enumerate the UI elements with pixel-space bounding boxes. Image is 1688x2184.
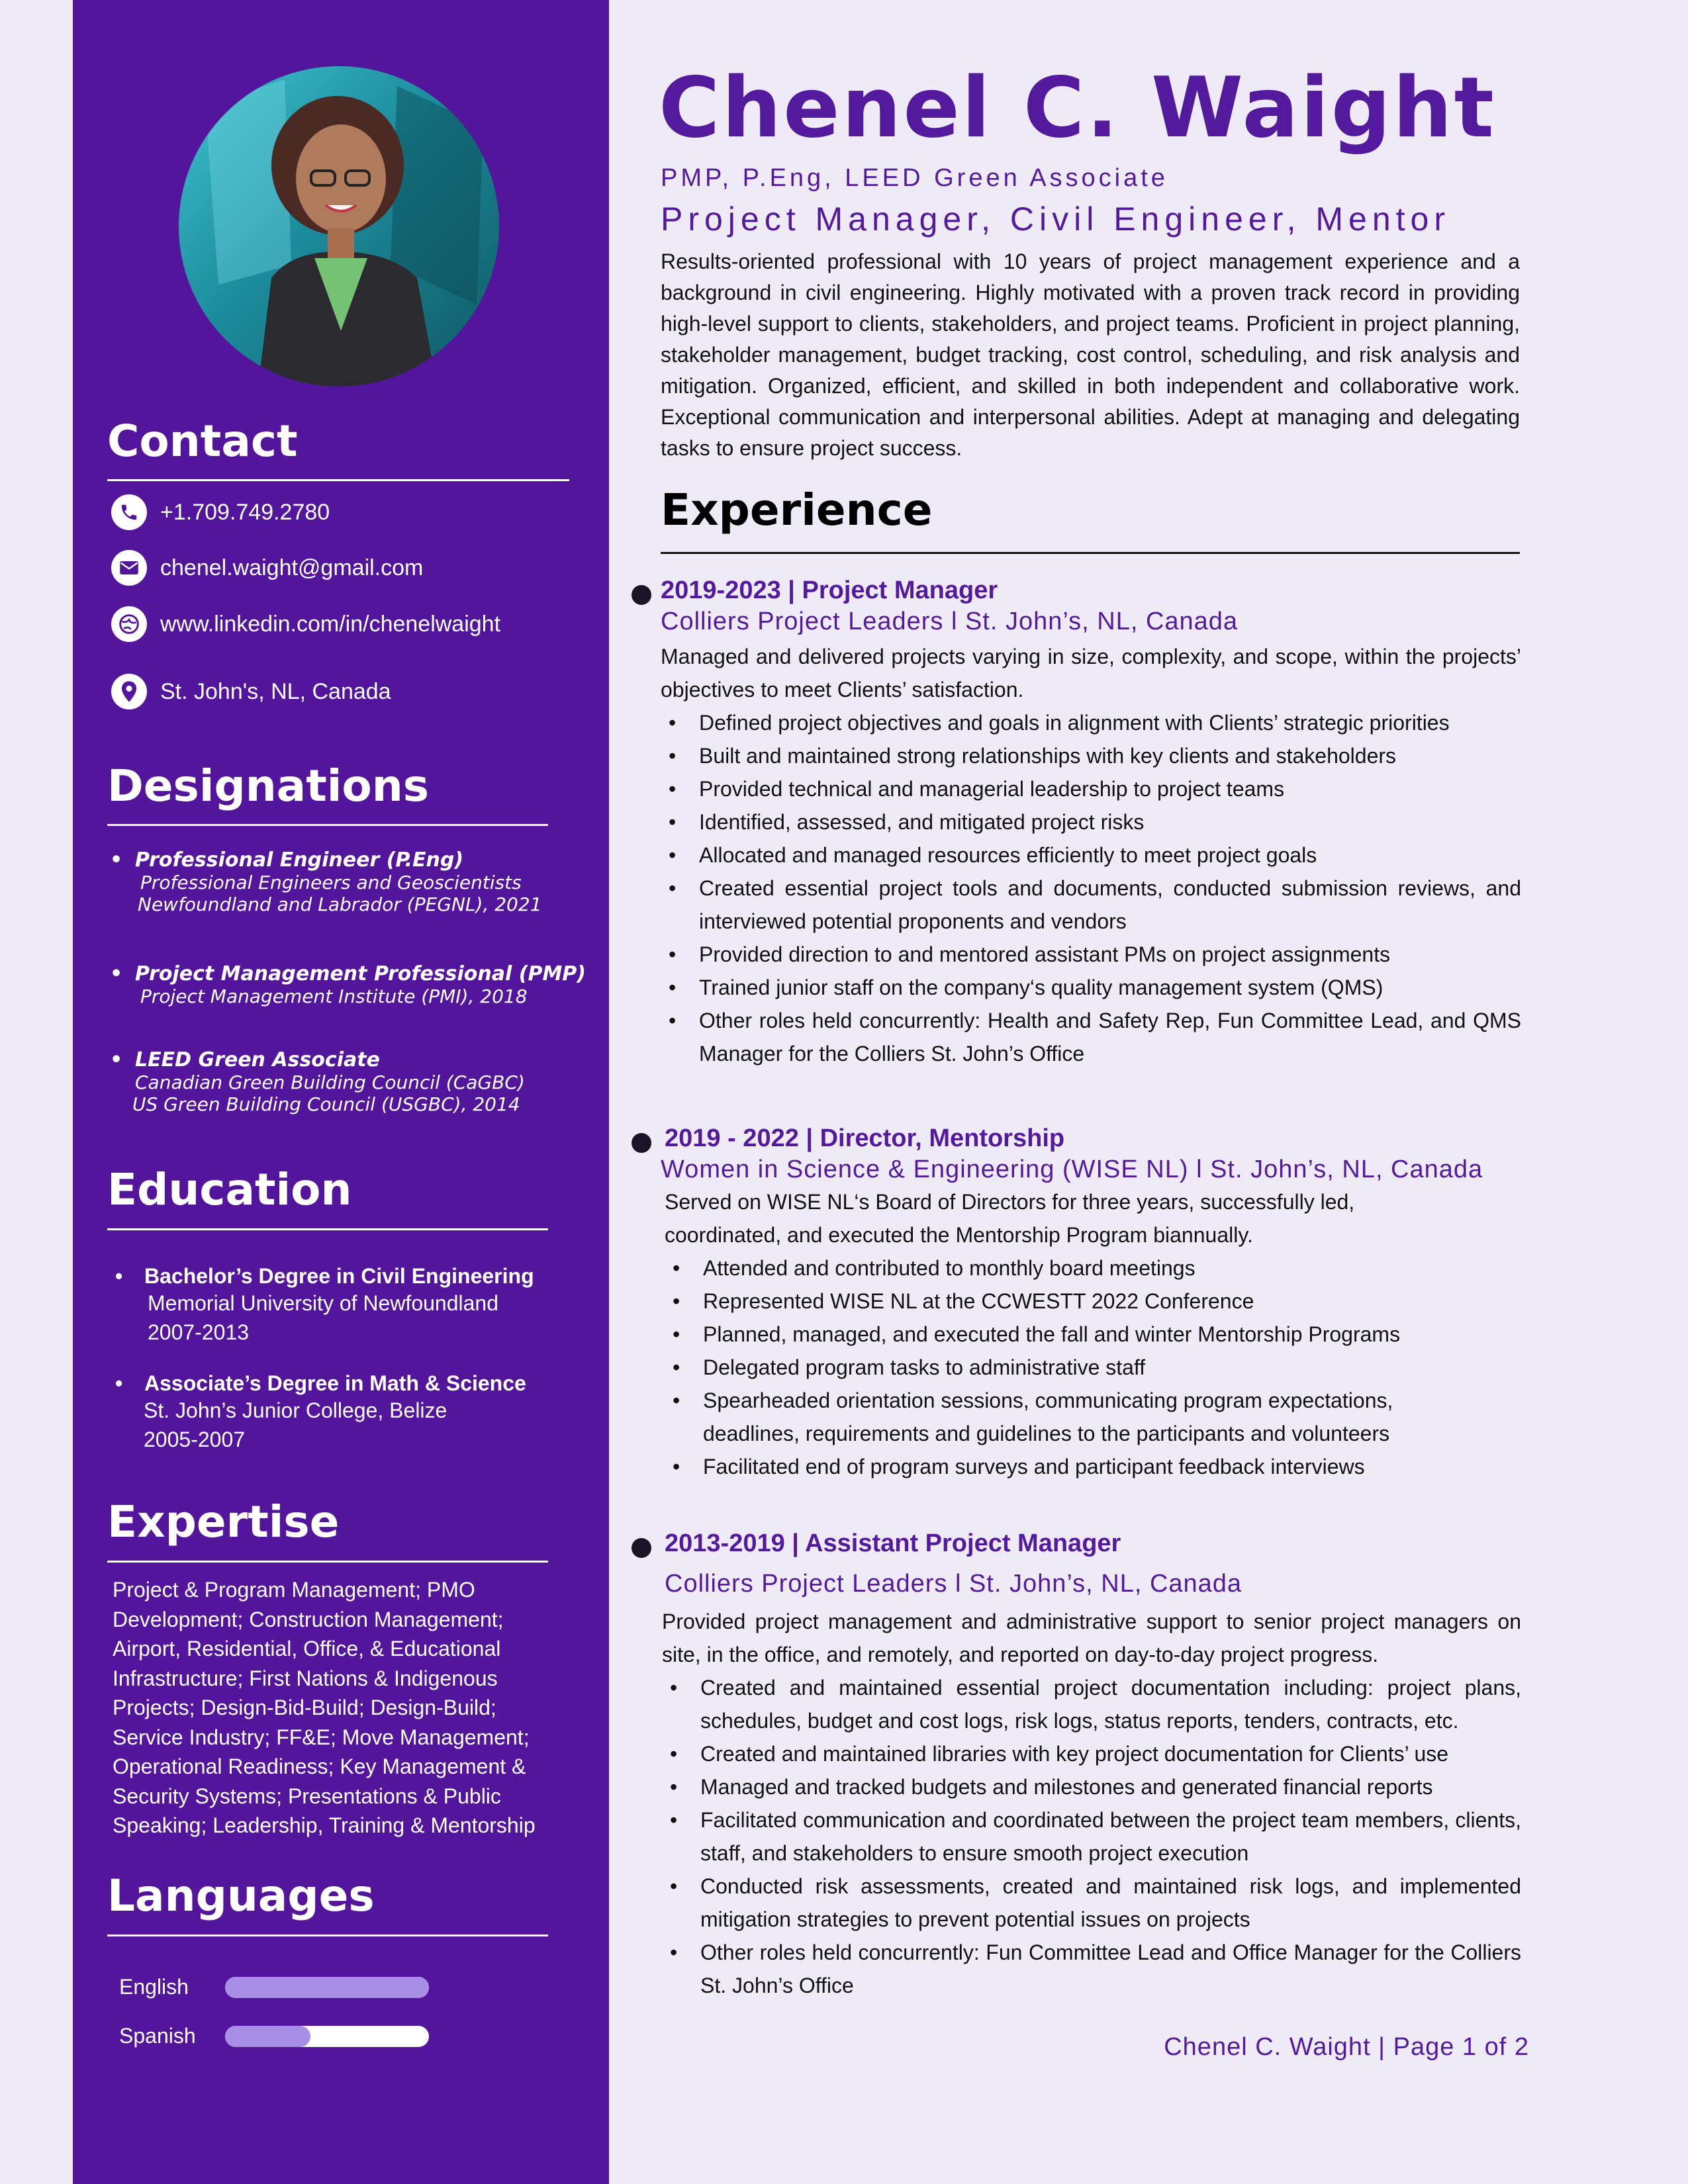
contact-phone-text: +1.709.749.2780 (160, 499, 330, 525)
education-title: • Associate’s Degree in Math & Science (113, 1371, 589, 1396)
contact-email-text: chenel.waight@gmail.com (160, 555, 424, 580)
job-bullet: • Created and maintained essential project documentation including: project plans, schedules, budget and cost logs, risk logs, status reports, tenders, contracts, etc. (662, 1671, 1521, 1737)
page-footer: Chenel C. Waight | Page 1 of 2 (1164, 2033, 1529, 2061)
divider (107, 1934, 548, 1936)
contact-email[interactable] (111, 550, 423, 586)
language-level-bar (225, 2026, 429, 2047)
education-title: • Bachelor’s Degree in Civil Engineering (113, 1264, 589, 1289)
language-level-fill (225, 2026, 310, 2047)
job-organization: Women in Science & Engineering (WISE NL) l St. John’s, NL, Canada (661, 1155, 1483, 1183)
timeline-dot (632, 1133, 651, 1153)
designation-item (107, 962, 584, 1007)
job-description: Served on WISE NL‘s Board of Directors for three years, successfully led, coordinated, and executed the Mentorship Program biannually. (665, 1190, 1355, 1248)
job-bullet: • Attended and contributed to monthly board meetings (665, 1251, 1448, 1285)
job-bullet: • Identified, assessed, and mitigated project risks (661, 805, 1521, 839)
designation-detail: Project Management Institute (PMI), 2018 (140, 985, 528, 1007)
designation-detail: US Green Building Council (USGBC), 2014 (132, 1093, 520, 1115)
job-bullet: • Represented WISE NL at the CCWESTT 2022 Conference (665, 1285, 1448, 1318)
job-bullet: • Built and maintained strong relationships with key clients and stakeholders (661, 739, 1521, 772)
job-entry (662, 1529, 1521, 2002)
experience-heading: Experience (661, 484, 933, 535)
candidate-name: Chenel C. Waight (659, 59, 1496, 156)
language-level-bar (225, 1977, 429, 1998)
role-title: Project Manager, Civil Engineer, Mentor (661, 201, 1450, 238)
divider (107, 479, 569, 481)
job-title: 2013-2019 | Assistant Project Manager (665, 1529, 1121, 1557)
globe-icon (111, 606, 147, 642)
timeline-dot (632, 585, 651, 605)
sidebar (73, 0, 609, 2184)
expertise-text: Project & Program Management; PMO Development; Construction Management; Airport, Residential, Office, & Educational Infrastructure; First Nations & Indigenous Projects; Design-Bid-Build; Design-Build; Service Industry; FF&E; Move Management; Operational Readiness; Key Management & Security Systems; Presentations & Public Speaking; Leadership, Training & Mentorship (113, 1578, 536, 1837)
education-detail: Memorial University of Newfoundland (148, 1291, 498, 1315)
job-description: Provided project management and administrative support to senior project managers on site, in the office, and remotely, and reported on day-to-day project progress. (662, 1610, 1521, 1667)
contact-location-text: St. John's, NL, Canada (160, 678, 391, 704)
language-english (119, 1975, 429, 1999)
divider (107, 1228, 548, 1230)
contact-location (111, 674, 391, 709)
timeline-dot (632, 1538, 651, 1558)
job-bullet: • Provided technical and managerial leadership to project teams (661, 772, 1521, 805)
job-bullet: • Planned, managed, and executed the fall and winter Mentorship Programs (665, 1318, 1448, 1351)
job-organization: Colliers Project Leaders l St. John’s, NL, Canada (661, 607, 1239, 635)
job-bullet: • Facilitated communication and coordinated between the project team members, clients, staff, and stakeholders to ensure smooth project execution (662, 1803, 1521, 1870)
divider (661, 552, 1520, 554)
phone-icon (111, 494, 147, 530)
designation-title: • Professional Engineer (P.Eng) (107, 848, 584, 872)
designation-title: • LEED Green Associate (107, 1048, 584, 1071)
email-icon (111, 550, 147, 586)
language-name: English (119, 1975, 189, 1999)
divider (107, 824, 548, 826)
designation-item (107, 1048, 584, 1115)
location-icon (111, 674, 147, 709)
education-detail: 2007-2013 (148, 1320, 250, 1344)
language-spanish (119, 2024, 429, 2048)
job-organization: Colliers Project Leaders l St. John’s, NL, Canada (665, 1569, 1243, 1598)
job-bullet: • Conducted risk assessments, created and maintained risk logs, and implemented mitigation strategies to prevent potential issues on projects (662, 1870, 1521, 1936)
divider (107, 1561, 548, 1563)
designation-title: • Project Management Professional (PMP) (107, 962, 584, 985)
job-bullet: • Other roles held concurrently: Health and Safety Rep, Fun Committee Lead, and QMS Manager for the Colliers St. John’s Office (661, 1004, 1521, 1070)
job-bullets (661, 706, 1521, 1070)
job-entry (661, 1124, 1521, 1483)
summary: Results-oriented professional with 10 years of project management experience and a background in civil engineering. Highly motivated with a proven track record in providing high-level support to clients, stakeholders, and project teams. Proficient in project planning, stakeholder management, budget tracking, cost control, scheduling, and risk analysis and mitigation. Organized, efficient, and skilled in both independent and collaborative work. Exceptional communication and interpersonal abilities. Adept at managing and delegating tasks to ensure project success. (661, 250, 1520, 460)
contact-heading: Contact (107, 416, 298, 467)
contact-phone[interactable] (111, 494, 330, 530)
contact-linkedin-text: www.linkedin.com/in/chenelwaight (160, 611, 501, 637)
education-heading: Education (107, 1164, 352, 1215)
languages-heading: Languages (107, 1870, 375, 1921)
job-bullet: • Created essential project tools and documents, conducted submission reviews, and interviewed potential proponents and vendors (661, 872, 1521, 938)
job-bullet: • Created and maintained libraries with key project documentation for Clients’ use (662, 1737, 1521, 1770)
job-bullet: • Other roles held concurrently: Fun Committee Lead and Office Manager for the Colliers St. John’s Office (662, 1936, 1521, 2002)
designations-heading: Designations (107, 760, 430, 811)
job-bullet: • Trained junior staff on the company‘s quality management system (QMS) (661, 971, 1521, 1004)
job-bullet: • Spearheaded orientation sessions, communicating program expectations, deadlines, requirements and guidelines to the participants and volunteers (665, 1384, 1448, 1450)
education-detail: 2005-2007 (144, 1428, 246, 1451)
designation-detail: Professional Engineers and Geoscientists (140, 872, 522, 893)
job-title: 2019 - 2022 | Director, Mentorship (665, 1124, 1065, 1152)
job-bullet: • Allocated and managed resources efficiently to meet project goals (661, 839, 1521, 872)
language-level-fill (225, 1977, 429, 1998)
designation-item (107, 848, 584, 915)
contact-linkedin[interactable] (111, 606, 500, 642)
language-name: Spanish (119, 2024, 196, 2048)
job-bullets (662, 1671, 1521, 2002)
job-bullet: • Provided direction to and mentored assistant PMs on project assignments (661, 938, 1521, 971)
job-bullet: • Delegated program tasks to administrative staff (665, 1351, 1448, 1384)
expertise-heading: Expertise (107, 1496, 340, 1547)
education-detail: St. John’s Junior College, Belize (144, 1398, 447, 1422)
credentials: PMP, P.Eng, LEED Green Associate (661, 164, 1168, 192)
job-bullet: • Managed and tracked budgets and milestones and generated financial reports (662, 1770, 1521, 1803)
education-item (113, 1371, 589, 1454)
designation-detail: Canadian Green Building Council (CaGBC) (135, 1071, 525, 1093)
profile-photo (179, 66, 499, 387)
job-entry (661, 576, 1521, 1070)
job-description: Managed and delivered projects varying in size, complexity, and scope, within the projects’ objectives to meet Clients’ satisfaction. (661, 645, 1521, 702)
designation-detail: Newfoundland and Labrador (PEGNL), 2021 (138, 893, 542, 915)
job-bullet: • Defined project objectives and goals in alignment with Clients’ strategic priorities (661, 706, 1521, 739)
education-item (113, 1264, 589, 1347)
job-bullet: • Facilitated end of program surveys and participant feedback interviews (665, 1450, 1448, 1483)
job-bullets (665, 1251, 1521, 1483)
job-title: 2019-2023 | Project Manager (661, 576, 998, 604)
